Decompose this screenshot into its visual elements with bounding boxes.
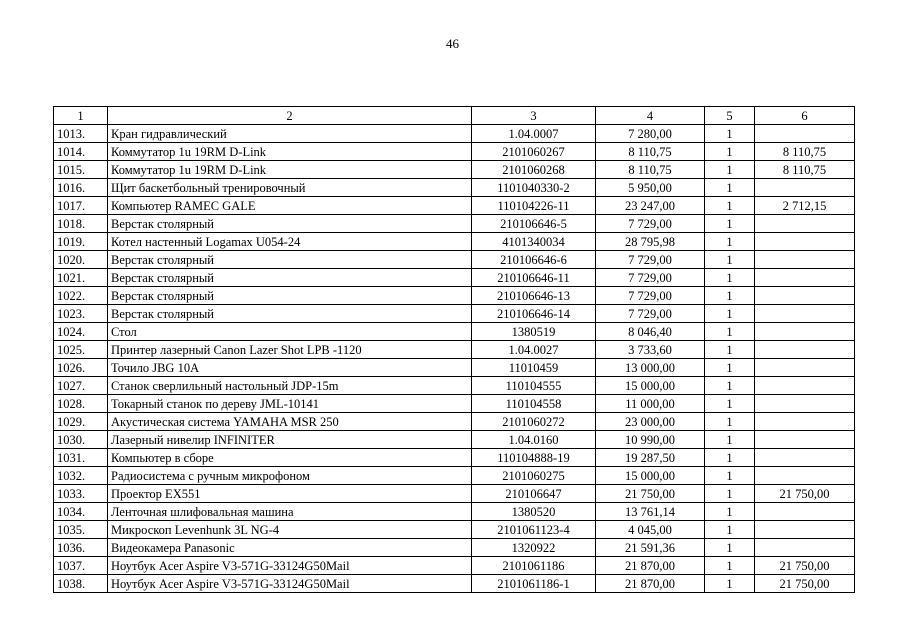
residual-value-cell: 21 750,00	[755, 575, 855, 593]
cost-cell: 8 110,75	[596, 143, 705, 161]
table-row	[54, 413, 855, 431]
table-row	[54, 431, 855, 449]
quantity-cell: 1	[705, 557, 755, 575]
residual-value-cell	[755, 449, 855, 467]
quantity-cell: 1	[705, 143, 755, 161]
row-number-cell: 1021.	[54, 269, 108, 287]
cost-cell: 4 045,00	[596, 521, 705, 539]
item-name-cell: Кран гидравлический	[108, 125, 472, 143]
item-name-cell: Станок сверлильный настольный JDP-15m	[108, 377, 472, 395]
inventory-number-cell: 1101040330-2	[472, 179, 596, 197]
residual-value-cell	[755, 269, 855, 287]
inventory-number-cell: 1.04.0160	[472, 431, 596, 449]
item-name-cell: Котел настенный Logamax U054-24	[108, 233, 472, 251]
row-number-cell: 1037.	[54, 557, 108, 575]
header-cell-residual: 6	[755, 107, 855, 125]
row-number-cell: 1030.	[54, 431, 108, 449]
row-number-cell: 1028.	[54, 395, 108, 413]
quantity-cell: 1	[705, 179, 755, 197]
quantity-cell: 1	[705, 575, 755, 593]
item-name-cell: Микроскоп Levenhunk 3L NG-4	[108, 521, 472, 539]
table-row	[54, 179, 855, 197]
residual-value-cell	[755, 539, 855, 557]
quantity-cell: 1	[705, 503, 755, 521]
cost-cell: 7 280,00	[596, 125, 705, 143]
cost-cell: 15 000,00	[596, 467, 705, 485]
row-number-cell: 1029.	[54, 413, 108, 431]
cost-cell: 7 729,00	[596, 269, 705, 287]
item-name-cell: Верстак столярный	[108, 269, 472, 287]
cost-cell: 8 110,75	[596, 161, 705, 179]
row-number-cell: 1018.	[54, 215, 108, 233]
residual-value-cell	[755, 215, 855, 233]
residual-value-cell	[755, 179, 855, 197]
cost-cell: 23 000,00	[596, 413, 705, 431]
residual-value-cell	[755, 305, 855, 323]
item-name-cell: Компьютер RAMEC GALE	[108, 197, 472, 215]
residual-value-cell	[755, 125, 855, 143]
table-row	[54, 161, 855, 179]
row-number-cell: 1036.	[54, 539, 108, 557]
table-row	[54, 539, 855, 557]
cost-cell: 7 729,00	[596, 287, 705, 305]
inventory-number-cell: 11010459	[472, 359, 596, 377]
cost-cell: 5 950,00	[596, 179, 705, 197]
row-number-cell: 1017.	[54, 197, 108, 215]
cost-cell: 10 990,00	[596, 431, 705, 449]
row-number-cell: 1014.	[54, 143, 108, 161]
quantity-cell: 1	[705, 215, 755, 233]
row-number-cell: 1020.	[54, 251, 108, 269]
inventory-number-cell: 1380520	[472, 503, 596, 521]
residual-value-cell	[755, 251, 855, 269]
item-name-cell: Лазерный нивелир INFINITER	[108, 431, 472, 449]
header-cell-number: 1	[54, 107, 108, 125]
inventory-number-cell: 110104226-11	[472, 197, 596, 215]
residual-value-cell: 21 750,00	[755, 485, 855, 503]
quantity-cell: 1	[705, 395, 755, 413]
quantity-cell: 1	[705, 197, 755, 215]
table-row	[54, 143, 855, 161]
table-row	[54, 125, 855, 143]
item-name-cell: Видеокамера Panasonic	[108, 539, 472, 557]
cost-cell: 11 000,00	[596, 395, 705, 413]
header-cell-name: 2	[108, 107, 472, 125]
table-row	[54, 323, 855, 341]
quantity-cell: 1	[705, 251, 755, 269]
residual-value-cell	[755, 287, 855, 305]
inventory-number-cell: 210106646-13	[472, 287, 596, 305]
quantity-cell: 1	[705, 287, 755, 305]
quantity-cell: 1	[705, 161, 755, 179]
cost-cell: 21 750,00	[596, 485, 705, 503]
residual-value-cell	[755, 359, 855, 377]
inventory-number-cell: 210106647	[472, 485, 596, 503]
residual-value-cell: 8 110,75	[755, 161, 855, 179]
quantity-cell: 1	[705, 467, 755, 485]
table-row	[54, 233, 855, 251]
item-name-cell: Ноутбук Acer Aspire V3-571G-33124G50Mail	[108, 557, 472, 575]
inventory-number-cell: 4101340034	[472, 233, 596, 251]
item-name-cell: Коммутатор 1u 19RM D-Link	[108, 143, 472, 161]
table-row	[54, 269, 855, 287]
item-name-cell: Проектор EX551	[108, 485, 472, 503]
residual-value-cell: 8 110,75	[755, 143, 855, 161]
inventory-number-cell: 2101061186	[472, 557, 596, 575]
inventory-table	[53, 106, 855, 593]
inventory-number-cell: 210106646-14	[472, 305, 596, 323]
inventory-number-cell: 110104555	[472, 377, 596, 395]
inventory-number-cell: 1320922	[472, 539, 596, 557]
residual-value-cell	[755, 233, 855, 251]
item-name-cell: Коммутатор 1u 19RM D-Link	[108, 161, 472, 179]
cost-cell: 23 247,00	[596, 197, 705, 215]
table-row	[54, 359, 855, 377]
quantity-cell: 1	[705, 341, 755, 359]
table-header-row	[54, 107, 855, 125]
table-row	[54, 557, 855, 575]
quantity-cell: 1	[705, 125, 755, 143]
item-name-cell: Токарный станок по дереву JML-10141	[108, 395, 472, 413]
inventory-number-cell: 2101060268	[472, 161, 596, 179]
inventory-number-cell: 1380519	[472, 323, 596, 341]
row-number-cell: 1031.	[54, 449, 108, 467]
table-row	[54, 305, 855, 323]
table-body	[54, 107, 855, 593]
table-row	[54, 377, 855, 395]
cost-cell: 7 729,00	[596, 215, 705, 233]
cost-cell: 7 729,00	[596, 305, 705, 323]
item-name-cell: Щит баскетбольный тренировочный	[108, 179, 472, 197]
table-row	[54, 395, 855, 413]
item-name-cell: Принтер лазерный Canon Lazer Shot LPB -1120	[108, 341, 472, 359]
item-name-cell: Верстак столярный	[108, 305, 472, 323]
quantity-cell: 1	[705, 413, 755, 431]
table-row	[54, 485, 855, 503]
header-cell-quantity: 5	[705, 107, 755, 125]
residual-value-cell	[755, 521, 855, 539]
quantity-cell: 1	[705, 323, 755, 341]
header-cell-cost: 4	[596, 107, 705, 125]
quantity-cell: 1	[705, 377, 755, 395]
quantity-cell: 1	[705, 449, 755, 467]
item-name-cell: Верстак столярный	[108, 215, 472, 233]
quantity-cell: 1	[705, 485, 755, 503]
item-name-cell: Компьютер в сборе	[108, 449, 472, 467]
item-name-cell: Радиосистема с ручным микрофоном	[108, 467, 472, 485]
inventory-number-cell: 2101061123-4	[472, 521, 596, 539]
quantity-cell: 1	[705, 233, 755, 251]
residual-value-cell	[755, 467, 855, 485]
cost-cell: 15 000,00	[596, 377, 705, 395]
quantity-cell: 1	[705, 539, 755, 557]
cost-cell: 8 046,40	[596, 323, 705, 341]
cost-cell: 3 733,60	[596, 341, 705, 359]
table-row	[54, 197, 855, 215]
page-number: 46	[446, 36, 459, 51]
row-number-cell: 1032.	[54, 467, 108, 485]
inventory-number-cell: 110104558	[472, 395, 596, 413]
residual-value-cell	[755, 323, 855, 341]
quantity-cell: 1	[705, 269, 755, 287]
quantity-cell: 1	[705, 521, 755, 539]
row-number-cell: 1035.	[54, 521, 108, 539]
row-number-cell: 1025.	[54, 341, 108, 359]
cost-cell: 21 870,00	[596, 575, 705, 593]
table-row	[54, 341, 855, 359]
table-row	[54, 467, 855, 485]
residual-value-cell	[755, 503, 855, 521]
item-name-cell: Стол	[108, 323, 472, 341]
inventory-number-cell: 1.04.0007	[472, 125, 596, 143]
row-number-cell: 1016.	[54, 179, 108, 197]
residual-value-cell	[755, 431, 855, 449]
row-number-cell: 1026.	[54, 359, 108, 377]
row-number-cell: 1024.	[54, 323, 108, 341]
table-row	[54, 215, 855, 233]
item-name-cell: Ноутбук Acer Aspire V3-571G-33124G50Mail	[108, 575, 472, 593]
table-row	[54, 251, 855, 269]
residual-value-cell	[755, 341, 855, 359]
residual-value-cell	[755, 377, 855, 395]
cost-cell: 28 795,98	[596, 233, 705, 251]
inventory-number-cell: 1.04.0027	[472, 341, 596, 359]
table-row	[54, 449, 855, 467]
cost-cell: 7 729,00	[596, 251, 705, 269]
table-row	[54, 287, 855, 305]
inventory-number-cell: 210106646-11	[472, 269, 596, 287]
table-row	[54, 575, 855, 593]
row-number-cell: 1022.	[54, 287, 108, 305]
cost-cell: 21 870,00	[596, 557, 705, 575]
cost-cell: 13 000,00	[596, 359, 705, 377]
inventory-number-cell: 210106646-6	[472, 251, 596, 269]
quantity-cell: 1	[705, 305, 755, 323]
row-number-cell: 1034.	[54, 503, 108, 521]
residual-value-cell	[755, 413, 855, 431]
item-name-cell: Верстак столярный	[108, 251, 472, 269]
row-number-cell: 1033.	[54, 485, 108, 503]
item-name-cell: Акустическая система YAMAHA MSR 250	[108, 413, 472, 431]
quantity-cell: 1	[705, 359, 755, 377]
cost-cell: 19 287,50	[596, 449, 705, 467]
row-number-cell: 1015.	[54, 161, 108, 179]
residual-value-cell: 2 712,15	[755, 197, 855, 215]
row-number-cell: 1013.	[54, 125, 108, 143]
cost-cell: 21 591,36	[596, 539, 705, 557]
header-cell-inventory-number: 3	[472, 107, 596, 125]
item-name-cell: Ленточная шлифовальная машина	[108, 503, 472, 521]
inventory-number-cell: 2101060267	[472, 143, 596, 161]
row-number-cell: 1027.	[54, 377, 108, 395]
residual-value-cell	[755, 395, 855, 413]
cost-cell: 13 761,14	[596, 503, 705, 521]
row-number-cell: 1038.	[54, 575, 108, 593]
row-number-cell: 1019.	[54, 233, 108, 251]
inventory-number-cell: 210106646-5	[472, 215, 596, 233]
row-number-cell: 1023.	[54, 305, 108, 323]
inventory-number-cell: 2101060275	[472, 467, 596, 485]
inventory-number-cell: 110104888-19	[472, 449, 596, 467]
item-name-cell: Верстак столярный	[108, 287, 472, 305]
table-row	[54, 521, 855, 539]
item-name-cell: Точило JBG 10A	[108, 359, 472, 377]
inventory-number-cell: 2101061186-1	[472, 575, 596, 593]
quantity-cell: 1	[705, 431, 755, 449]
residual-value-cell: 21 750,00	[755, 557, 855, 575]
table-row	[54, 503, 855, 521]
inventory-number-cell: 2101060272	[472, 413, 596, 431]
